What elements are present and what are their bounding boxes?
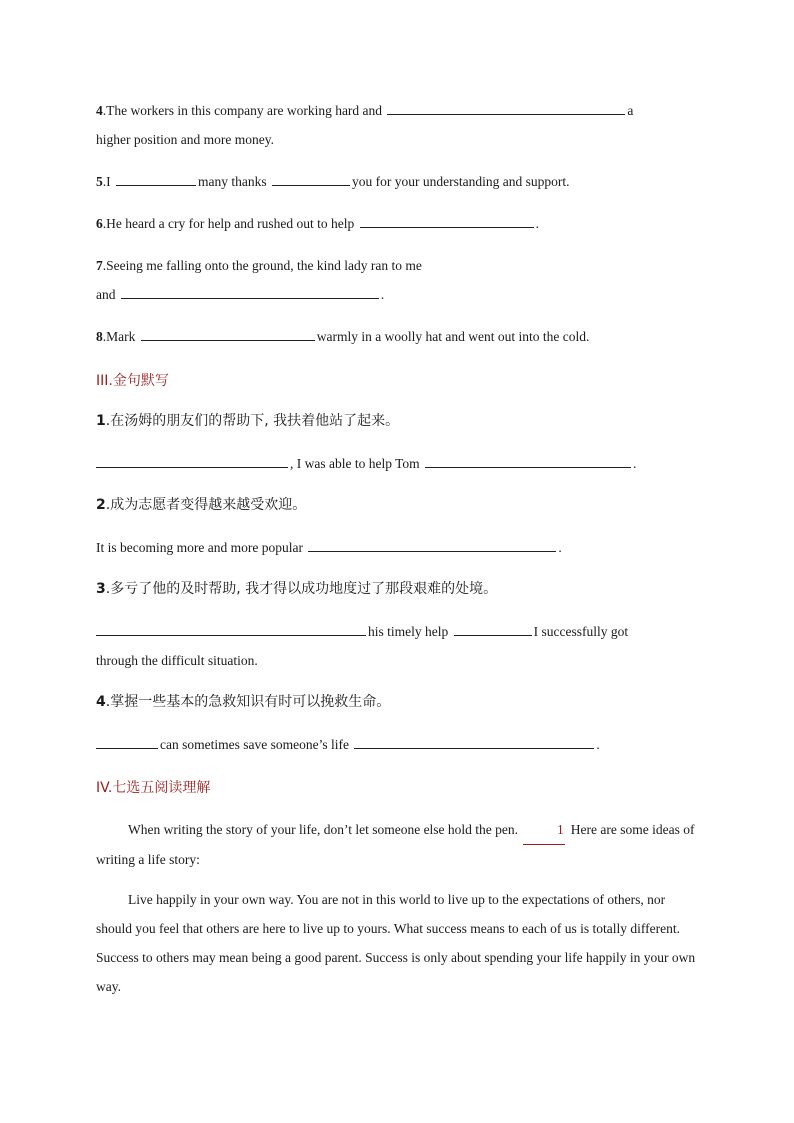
question-text: , I was able to help Tom: [290, 456, 420, 471]
answer-blank[interactable]: [360, 215, 534, 228]
question-number: 5: [96, 174, 103, 189]
answer-blank[interactable]: [96, 623, 366, 636]
reading-paragraph-1: [96, 815, 696, 874]
section-heading-3: III.金句默写: [96, 373, 169, 389]
question-text: and: [96, 287, 116, 302]
question-text: I successfully got: [533, 624, 629, 639]
chinese-prompt: .在汤姆的朋友们的帮助下, 我扶着他站了起来。: [105, 413, 400, 429]
question-3-4-prompt: [96, 693, 390, 711]
answer-blank[interactable]: [121, 286, 379, 299]
question-4-line1: [96, 102, 633, 120]
answer-blank[interactable]: [308, 539, 556, 552]
question-7-line2: [96, 286, 384, 304]
question-3-2-prompt: [96, 496, 306, 514]
question-text: .: [558, 540, 562, 555]
answer-blank[interactable]: [116, 173, 196, 186]
answer-blank[interactable]: [354, 736, 594, 749]
chinese-prompt: .成为志愿者变得越来越受欢迎。: [105, 497, 307, 513]
question-text: .: [633, 456, 637, 471]
question-3-1-answer: [96, 455, 636, 473]
paragraph-text: When writing the story of your life, don’t let someone else hold the pen.: [128, 822, 519, 837]
reading-paragraph-2: Live happily in your own way. You are not in this world to live up to the expectations of others, nor should you feel that others are here to live up to yours. What success means to each of us is totally different. Success to others may mean being a good parent. Success is only about spending your life happily in your own way.: [96, 892, 696, 994]
question-text: .Seeing me falling onto the ground, the kind lady ran to me: [102, 258, 422, 273]
question-text: .: [535, 216, 540, 231]
question-4-line2: higher position and more money.: [96, 132, 274, 147]
answer-blank[interactable]: [96, 736, 158, 749]
question-3-3-answer-line1: [96, 623, 628, 641]
question-number: 2: [96, 497, 106, 513]
section-heading-4: IV.七选五阅读理解: [96, 780, 211, 796]
question-text: many thanks: [198, 174, 267, 189]
question-text: can sometimes save someone’s life: [160, 737, 349, 752]
question-number: 4: [96, 103, 103, 118]
question-6: [96, 215, 539, 233]
answer-blank[interactable]: [272, 173, 350, 186]
answer-blank[interactable]: [96, 455, 288, 468]
question-number: 1: [96, 413, 106, 429]
chinese-prompt: .掌握一些基本的急救知识有时可以挽救生命。: [105, 694, 391, 710]
question-3-2-answer: [96, 539, 562, 557]
answer-blank[interactable]: [141, 328, 315, 341]
question-text: .: [596, 737, 600, 752]
chinese-prompt: .多亏了他的及时帮助, 我才得以成功地度过了那段艰难的处境。: [105, 581, 498, 597]
question-text: It is becoming more and more popular: [96, 540, 303, 555]
question-number: 8: [96, 329, 103, 344]
question-number: 3: [96, 581, 106, 597]
answer-blank[interactable]: [425, 455, 631, 468]
question-text: .Mark: [102, 329, 136, 344]
question-number: 7: [96, 258, 103, 273]
question-text: .The workers in this company are working hard and: [102, 103, 383, 118]
question-text: a: [627, 103, 634, 118]
question-number: 6: [96, 216, 103, 231]
question-number: 4: [96, 694, 106, 710]
question-3-1-prompt: [96, 412, 399, 430]
question-3-3-prompt: [96, 580, 497, 598]
reading-blank-1[interactable]: 1: [523, 815, 565, 845]
question-3-4-answer: [96, 736, 600, 754]
answer-blank[interactable]: [454, 623, 532, 636]
paragraph-text: Here are some ideas of writing a life story:: [96, 822, 695, 867]
question-5: [96, 173, 569, 191]
question-text: .I: [102, 174, 111, 189]
question-text: his timely help: [368, 624, 449, 639]
question-text: you for your understanding and support.: [352, 174, 570, 189]
answer-blank[interactable]: [387, 102, 625, 115]
question-text: .: [380, 287, 385, 302]
question-text: warmly in a woolly hat and went out into the cold.: [316, 329, 590, 344]
question-7-line1: [96, 257, 422, 275]
question-8: [96, 328, 589, 346]
question-text: .He heard a cry for help and rushed out to help: [102, 216, 355, 231]
question-3-3-answer-line2: through the difficult situation.: [96, 653, 258, 668]
